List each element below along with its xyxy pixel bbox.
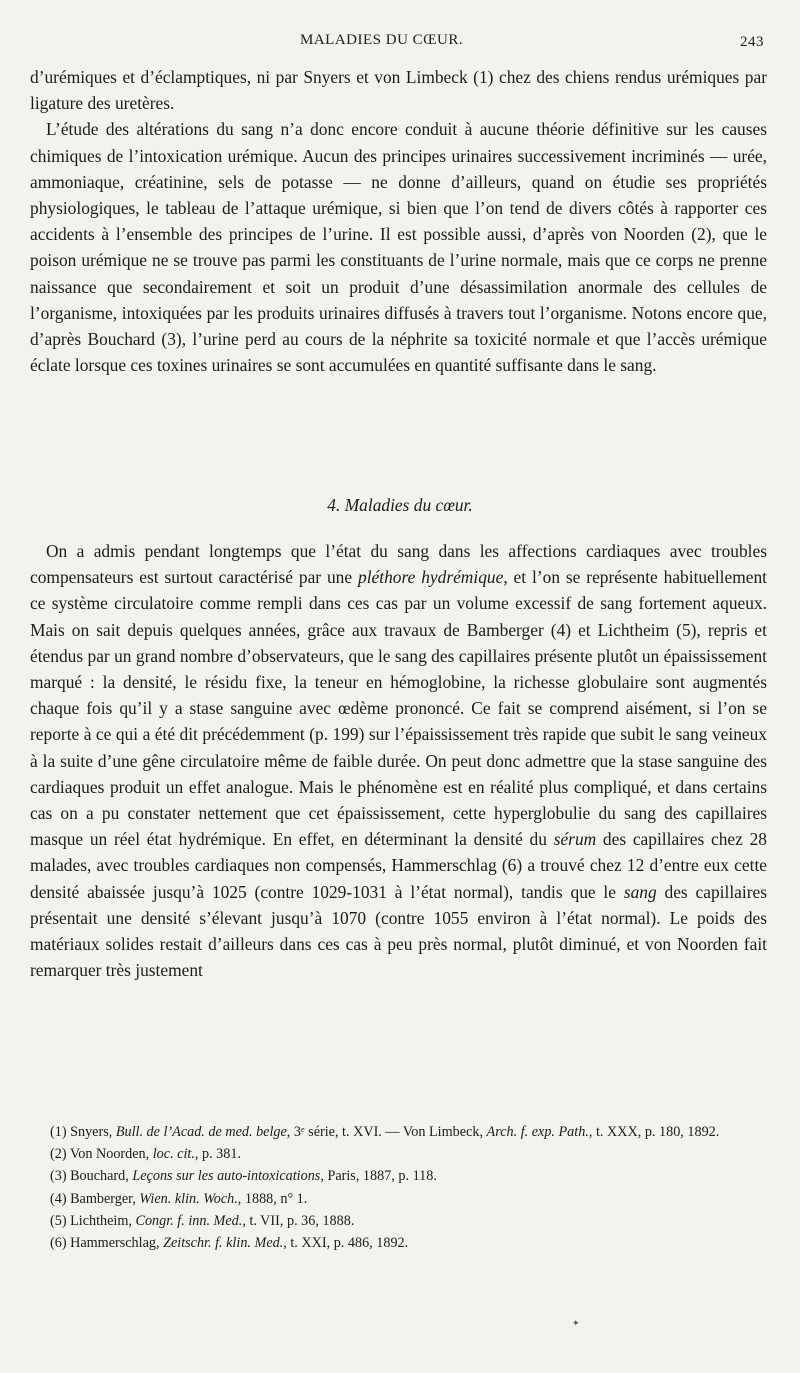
text-run: On a admis pendant longtemps que l’état du sang dans les affections cardiaques avec troubles compensateurs est surtout caractérisé par une <box>30 541 767 588</box>
footnote-text: , Paris, 1887, p. 118. <box>320 1168 437 1185</box>
italic-term: sang <box>623 881 657 902</box>
footnote-text: Bamberger, <box>70 1190 140 1207</box>
footnote-text: , 3ᵉ série, t. XVI. — Von Limbeck, <box>286 1124 487 1140</box>
footnote-number: (4) <box>50 1190 67 1207</box>
footnote-text: , t. VII, p. 36, 1888. <box>242 1212 355 1229</box>
footnote-italic: Wien. klin. Woch. <box>139 1190 238 1207</box>
footnote <box>50 1165 770 1187</box>
footnote-italic: Leçons sur les auto-intoxications <box>132 1168 321 1185</box>
footnote-italic: Zeitschr. f. klin. Med. <box>163 1235 284 1252</box>
footnote-text: Snyers, <box>70 1124 116 1140</box>
paragraph <box>30 538 767 983</box>
paragraph: L’étude des altérations du sang n’a donc encore conduit à aucune théorie définitive sur les causes chimiques de l’intoxication urémique. Aucun des principes urinaires successivement incriminés — urée, ammoniaque, créatinine, sels de potasse — ne donne d’ailleurs, quand on étudie ses propriétés physiologiques, le tableau de l’attaque urémique, si bien que l’on tend de divers côtés à rapporter ces accidents à l’ensemble des principes de l’urine. Il est possible aussi, d’après von Noorden (2), que le poison urémique ne se trouve pas parmi les constituants de l’urine normale, mais que ce corps ne prenne naissance que secondairement et soit un produit d’une désassimilation anormale des cellules de l’organisme, intoxiquées par les produits urinaires diffusés à travers tout l’organisme. Notons encore que, d’après Bouchard (3), l’urine perd au cours de la néphrite sa toxicité normale et que l’accès urémique éclate lorsque ces toxines urinaires se sont accumulées en quantité suffisante dans le sang. <box>30 119 767 376</box>
footnote-text: , t. XXI, p. 486, 1892. <box>283 1235 409 1252</box>
footnote-number: (3) <box>50 1168 67 1185</box>
footnote-number: (6) <box>50 1235 67 1252</box>
text-run: des capillaires présentait une densité s’élevant jusqu’à 1070 (contre 1055 environ à l’état normal). Le poids des matériaux solides restait d’ailleurs dans ces cas à peu près normal, plutôt diminué, et von Noorden fait remarquer très justement <box>30 881 767 981</box>
footnote-number: (2) <box>50 1146 67 1163</box>
footnote-text: , p. 381. <box>194 1146 241 1163</box>
footnote-number: (5) <box>50 1212 67 1229</box>
footnote <box>50 1210 770 1232</box>
paragraph: d’urémiques et d’éclamptiques, ni par Snyers et von Limbeck (1) chez des chiens rendus urémiques par ligature des uretères. <box>30 67 767 114</box>
page-number: 243 <box>740 34 764 50</box>
running-header <box>0 22 800 50</box>
text-run: , et l’on se représente habituellement ce système circulatoire comme rempli dans ces cas par un volume excessif de sang fortement aqueux. Mais on sait depuis quelques années, grâce aux travaux de Bamberger (4) et Lichtheim (5), repris et étendus par un grand nombre d’observateurs, que le sang des capillaires présente plutôt un épaississement marqué : la densité, le résidu fixe, la teneur en hémoglobine, la richesse globulaire sont augmentés chaque fois qu’il y a stase sanguine avec œdème prononcé. Ce fait se comprend aisément, si l’on se reporte à ce qui a été dit précédemment (p. 199) sur l’épaississement très rapide que subit le sang veineux à la suite d’une gêne circulatoire même de faible durée. On peut donc admettre que la stase sanguine des cardiaques produit un effet analogue. Mais le phénomène est en réalité plus compliqué, et dans certains cas on a pu constater nettement que cet épaississement, cette hyperglobulie du sang des capillaires masque un réel état hydrémique. En effet, en déterminant la densité du <box>30 567 767 850</box>
italic-term: sérum <box>553 829 597 850</box>
footnote <box>50 1232 770 1254</box>
text-run: des capillaires chez 28 malades, avec troubles cardiaques non compensés, Hammerschlag (6) a trouvé chez 12 d’entre eux cette densité abaissée jusqu’à 1025 (contre 1029-1031 à l’état normal), tandis que le <box>30 829 767 902</box>
footnote-italic: Arch. f. exp. Path. <box>486 1124 589 1140</box>
footnote-text: Hammerschlag, <box>70 1235 164 1252</box>
italic-term: pléthore hydrémique <box>358 567 504 588</box>
text-section <box>30 538 767 983</box>
footnote-italic: Congr. f. inn. Med. <box>135 1212 243 1229</box>
footnote-italic: loc. cit. <box>152 1146 195 1163</box>
footnote-italic: Bull. de l’Acad. de med. belge <box>115 1124 287 1140</box>
print-mark-icon: ✦ <box>572 1318 580 1328</box>
footnote-text: , t. XXX, p. 180, 1892. <box>588 1124 720 1140</box>
footnote-text: Bouchard, <box>70 1168 133 1185</box>
footnote-number: (1) <box>50 1124 67 1140</box>
footnotes <box>50 1121 770 1254</box>
footnote-text: Lichtheim, <box>70 1212 136 1229</box>
running-title: MALADIES DU CŒUR. <box>300 32 464 48</box>
section-heading: 4. Maladies du cœur. <box>327 495 473 515</box>
footnote-text: , 1888, n° 1. <box>237 1190 308 1207</box>
footnote-text: Von Noorden, <box>69 1146 153 1163</box>
footnote <box>50 1143 770 1165</box>
footnote <box>50 1188 770 1210</box>
text-top <box>30 64 767 378</box>
footnote <box>50 1121 770 1143</box>
